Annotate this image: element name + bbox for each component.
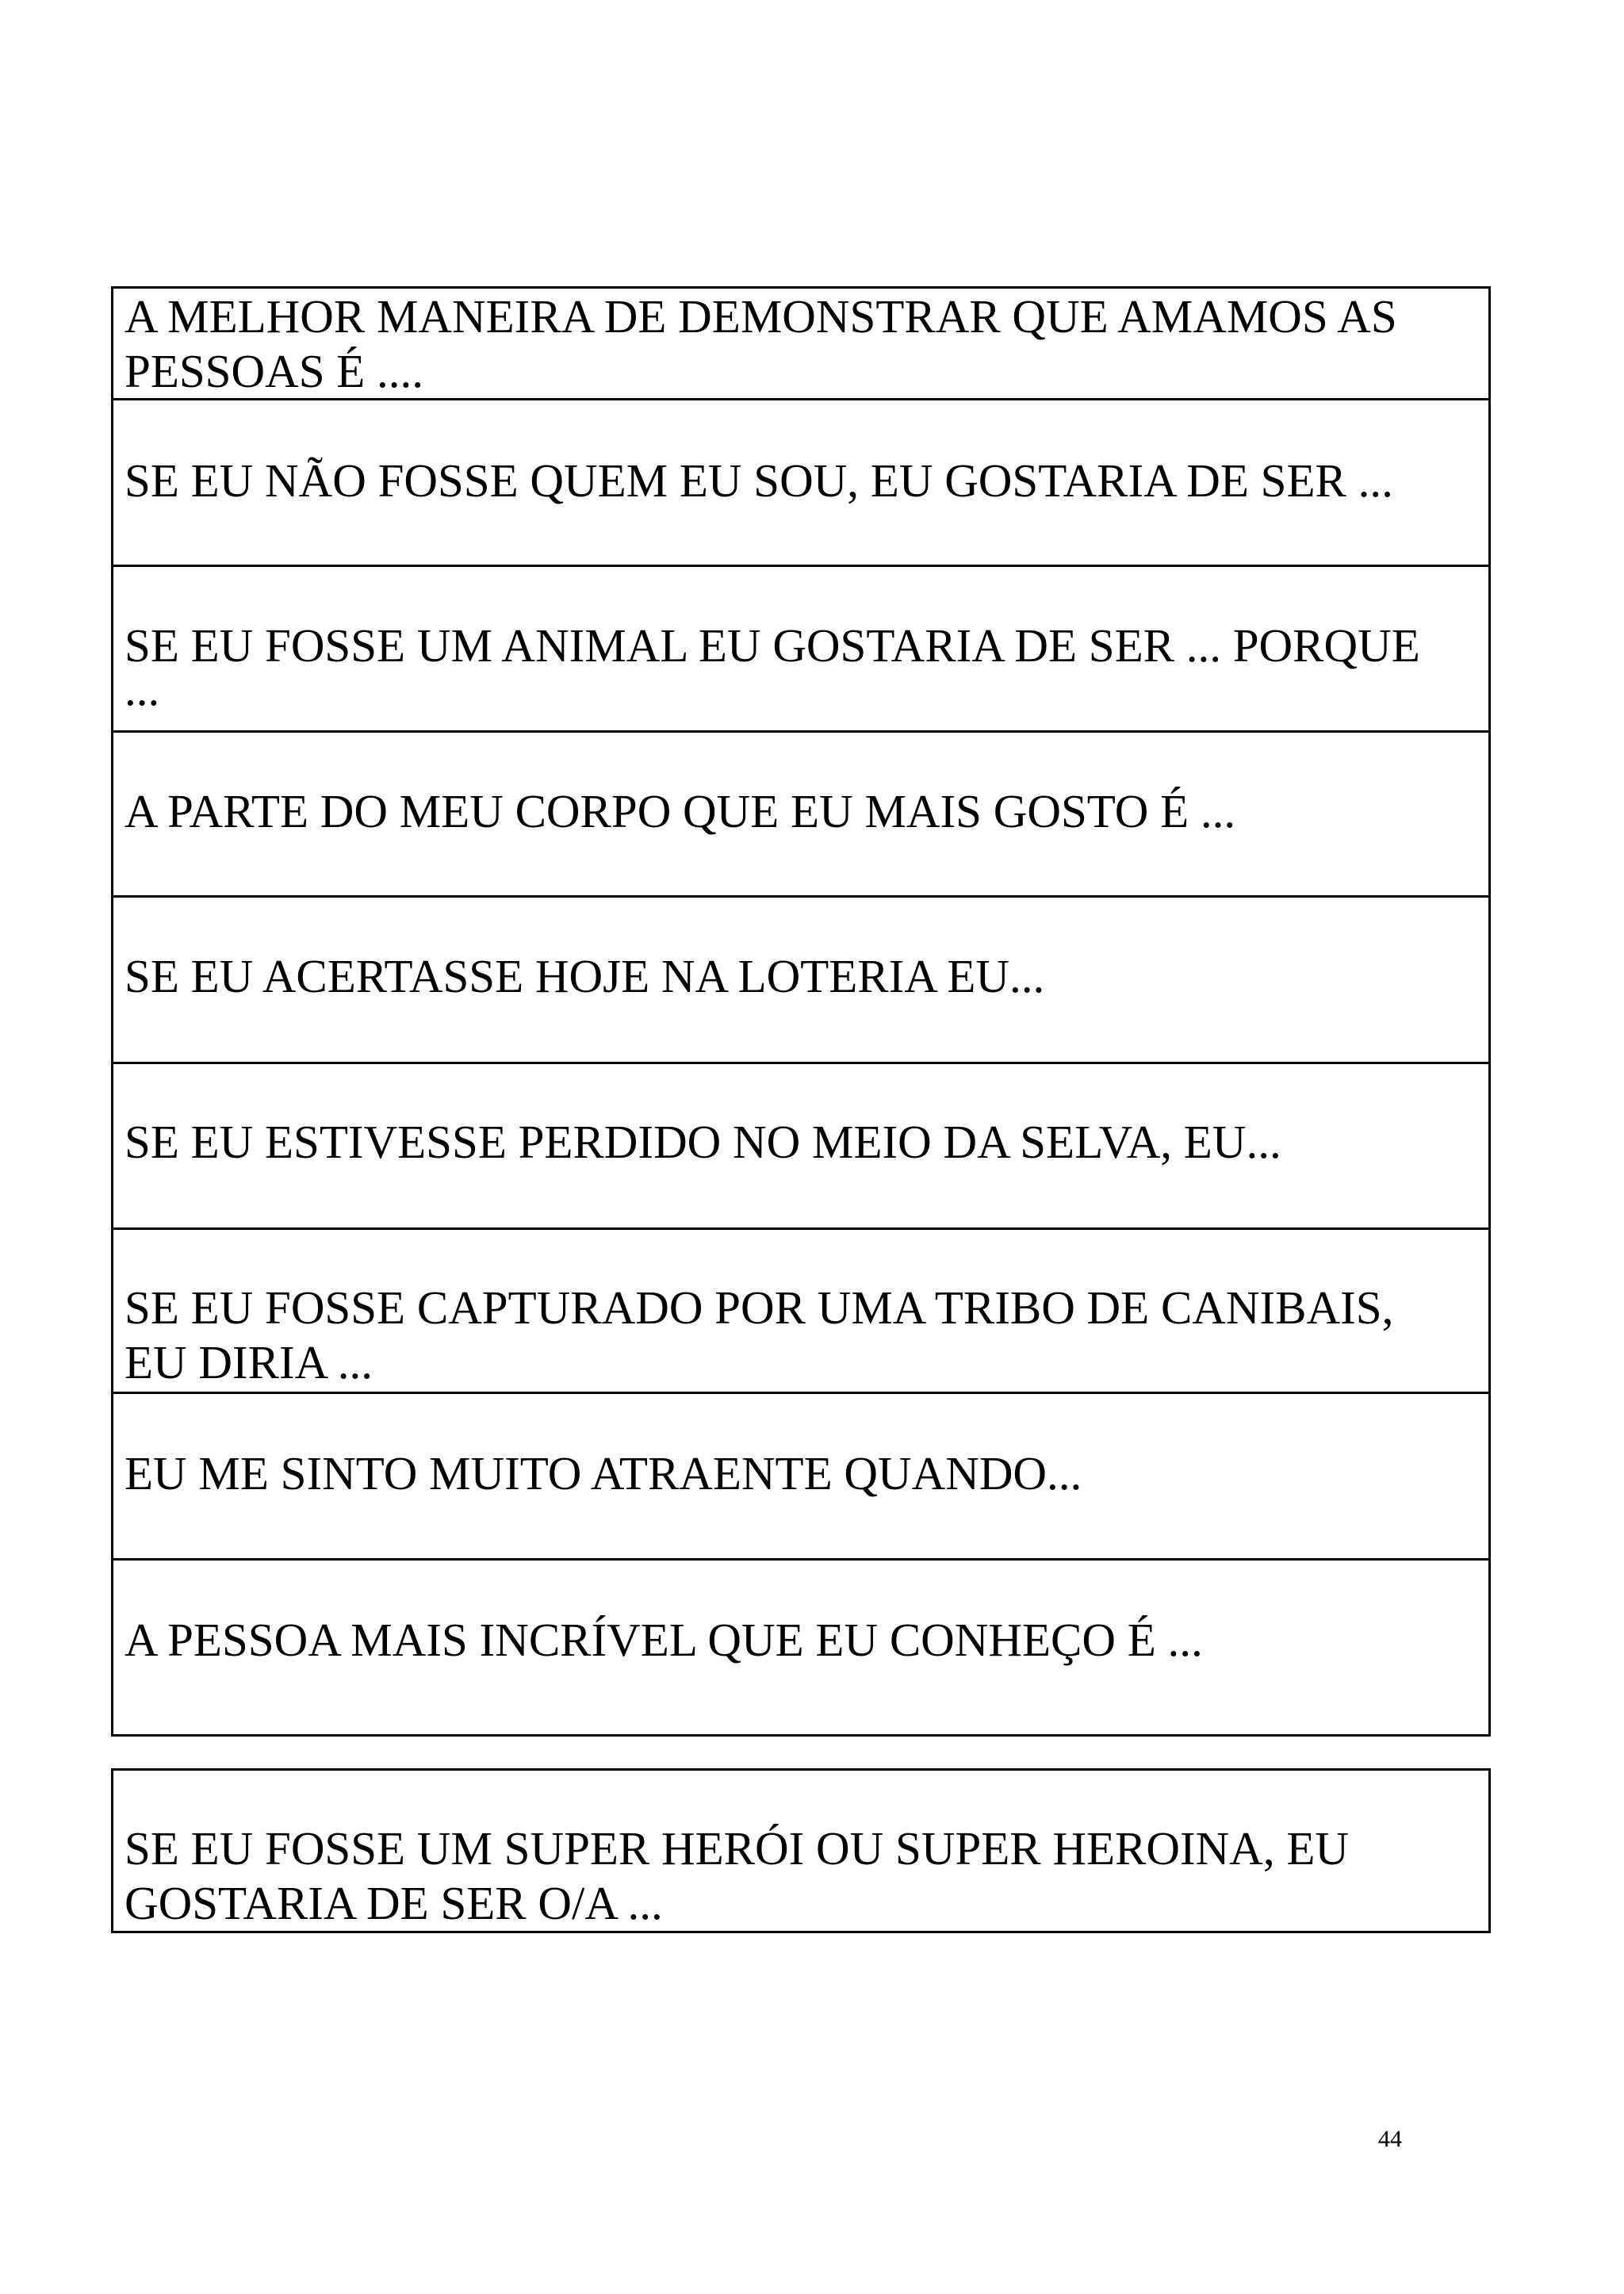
question-card-5-line-1: SE EU ACERTASSE HOJE NA LOTERIA EU... [124,950,1045,1002]
question-card-10-line-2: GOSTARIA DE SER O/A ... [124,1877,663,1929]
question-card-table [111,286,1491,1737]
extra-question-card [111,1768,1491,1933]
question-card-2 [113,454,1488,508]
question-card-10-line-1: SE EU FOSSE UM SUPER HERÓI OU SUPER HEROINA, EU [124,1822,1349,1875]
question-card-10 [113,1821,1488,1931]
question-card-3-line-1: SE EU FOSSE UM ANIMAL EU GOSTARIA DE SER ... PORQUE [124,619,1420,672]
page-number: 44 [1378,2126,1402,2152]
row-divider [113,1062,1488,1064]
row-divider [113,1227,1488,1230]
question-card-1-line-2: PESSOAS É .... [124,345,424,397]
question-card-7-line-2: EU DIRIA ... [124,1336,373,1388]
question-card-9 [113,1613,1488,1668]
question-card-3-line-2: ... [124,663,160,715]
row-divider [113,730,1488,733]
question-card-3 [113,618,1488,717]
row-divider [113,1392,1488,1394]
question-card-7-line-1: SE EU FOSSE CAPTURADO POR UMA TRIBO DE CANIBAIS, [124,1281,1394,1334]
question-card-6 [113,1115,1488,1170]
question-card-1-line-1: A MELHOR MANEIRA DE DEMONSTRAR QUE AMAMOS AS [124,290,1397,343]
question-card-6-line-1: SE EU ESTIVESSE PERDIDO NO MEIO DA SELVA, EU... [124,1116,1281,1168]
question-card-4-line-1: A PARTE DO MEU CORPO QUE EU MAIS GOSTO É ... [124,785,1236,837]
row-divider [113,895,1488,898]
question-card-2-line-1: SE EU NÃO FOSSE QUEM EU SOU, EU GOSTARIA DE SER ... [124,454,1393,507]
question-card-5 [113,949,1488,1004]
question-card-1 [113,289,1488,399]
row-divider [113,398,1488,400]
question-card-4 [113,784,1488,839]
row-divider [113,1558,1488,1561]
question-card-7 [113,1281,1488,1390]
question-card-9-line-1: A PESSOA MAIS INCRÍVEL QUE EU CONHEÇO É ... [124,1614,1203,1666]
question-card-8-line-1: EU ME SINTO MUITO ATRAENTE QUANDO... [124,1447,1082,1499]
row-divider [113,565,1488,567]
question-card-8 [113,1446,1488,1501]
